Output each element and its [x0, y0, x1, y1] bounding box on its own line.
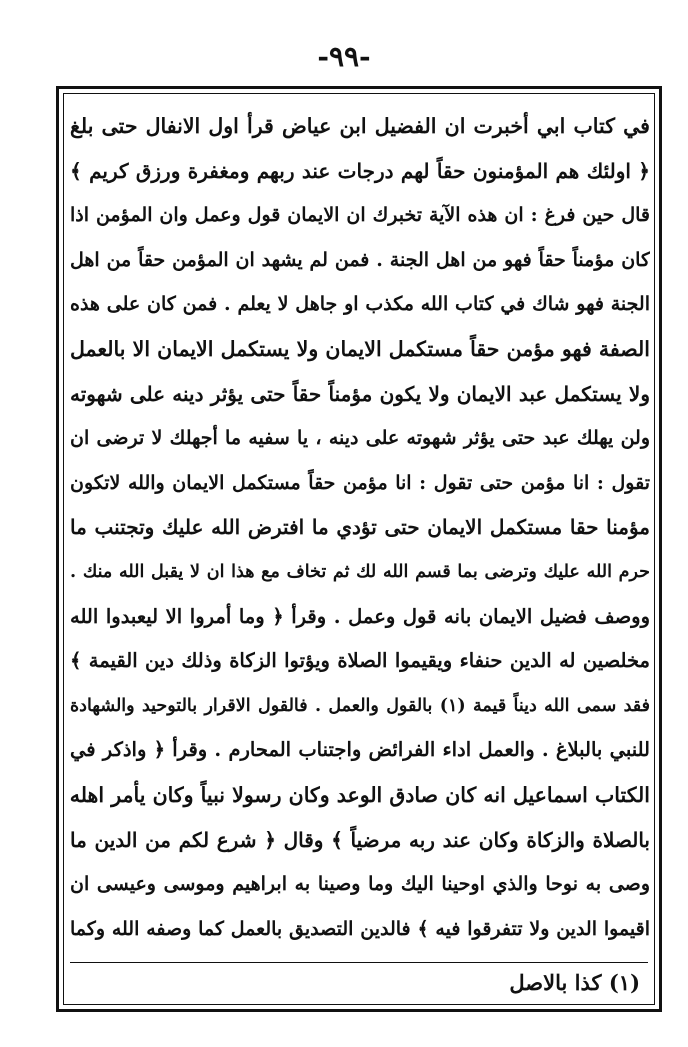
text-line: فقد سمى الله ديناً قيمة (١) بالقول والعمل . فالقول الاقرار بالتوحيد والشهادة: [70, 695, 650, 716]
text-line: حرم الله عليك وترضى بما قسم الله لك ثم تخاف مع هذا ان لا يقبل الله منك .: [70, 561, 650, 582]
footnote: (١) كذا بالاصل: [509, 970, 640, 995]
text-line: الجنة فهو شاك في كتاب الله مكذب او جاهل لا يعلم . فمن كان على هذه: [70, 293, 650, 316]
text-line: مؤمنا حقا مستكمل الايمان حتى تؤدي ما افترض الله عليك وتجتنب ما: [70, 515, 650, 540]
text-line: تقول : انا مؤمن حتى تقول : انا مؤمن حقاً مستكمل الايمان والله لاتكون: [70, 471, 650, 494]
text-line: ووصف فضيل الايمان بانه قول وعمل . وقرأ ﴿ وما أمروا الا ليعبدوا الله: [70, 604, 650, 628]
text-line: الكتاب اسماعيل انه كان صادق الوعد وكان رسولا نبياً وكان يأمر اهله: [70, 782, 650, 807]
text-line: بالصلاة والزكاة وكان عند ربه مرضياً ﴾ وقال ﴿ شرع لكم من الدين ما: [70, 827, 650, 852]
text-line: ﴿ اولئك هم المؤمنون حقاً لهم درجات عند ربهم ومغفرة ورزق كريم ﴾: [70, 158, 650, 183]
text-line: ولن يهلك عبد حتى يؤثر شهوته على دينه ، يا سفيه ما أجهلك لا ترضى ان: [70, 427, 650, 450]
page-number: -٩٩-: [317, 40, 371, 73]
text-line: مخلصين له الدين حنفاء ويقيموا الصلاة ويؤتوا الزكاة وذلك دين القيمة ﴾: [70, 649, 650, 673]
body-text: [70, 104, 650, 951]
text-line: وصى به نوحا والذي اوحينا اليك وما وصينا به ابراهيم وموسى وعيسى ان: [70, 873, 650, 896]
text-line: كان مؤمناً حقاً فهو من اهل الجنة . فمن لم يشهد ان المؤمن حقاً من اهل: [70, 248, 650, 271]
text-line: في كتاب ابي أخبرت ان الفضيل ابن عياض قرأ اول الانفال حتى بلغ: [70, 114, 650, 138]
text-line: اقيموا الدين ولا تتفرقوا فيه ﴾ فالدين التصديق بالعمل كما وصفه الله وكما: [70, 917, 650, 940]
text-line: للنبي بالبلاغ . والعمل اداء الفرائض واجتناب المحارم . وقرأ ﴿ واذكر في: [70, 738, 650, 762]
text-line: قال حين فرغ : ان هذه الآية تخبرك ان الايمان قول وعمل وان المؤمن اذا: [70, 204, 650, 227]
text-line: ولا يستكمل عبد الايمان ولا يكون مؤمناً حقاً حتى يؤثر دينه على شهوته: [70, 381, 650, 406]
footnote-divider: [70, 962, 648, 963]
text-line: الصفة فهو مؤمن حقاً مستكمل الايمان ولا يستكمل الايمان الا بالعمل: [70, 336, 650, 361]
